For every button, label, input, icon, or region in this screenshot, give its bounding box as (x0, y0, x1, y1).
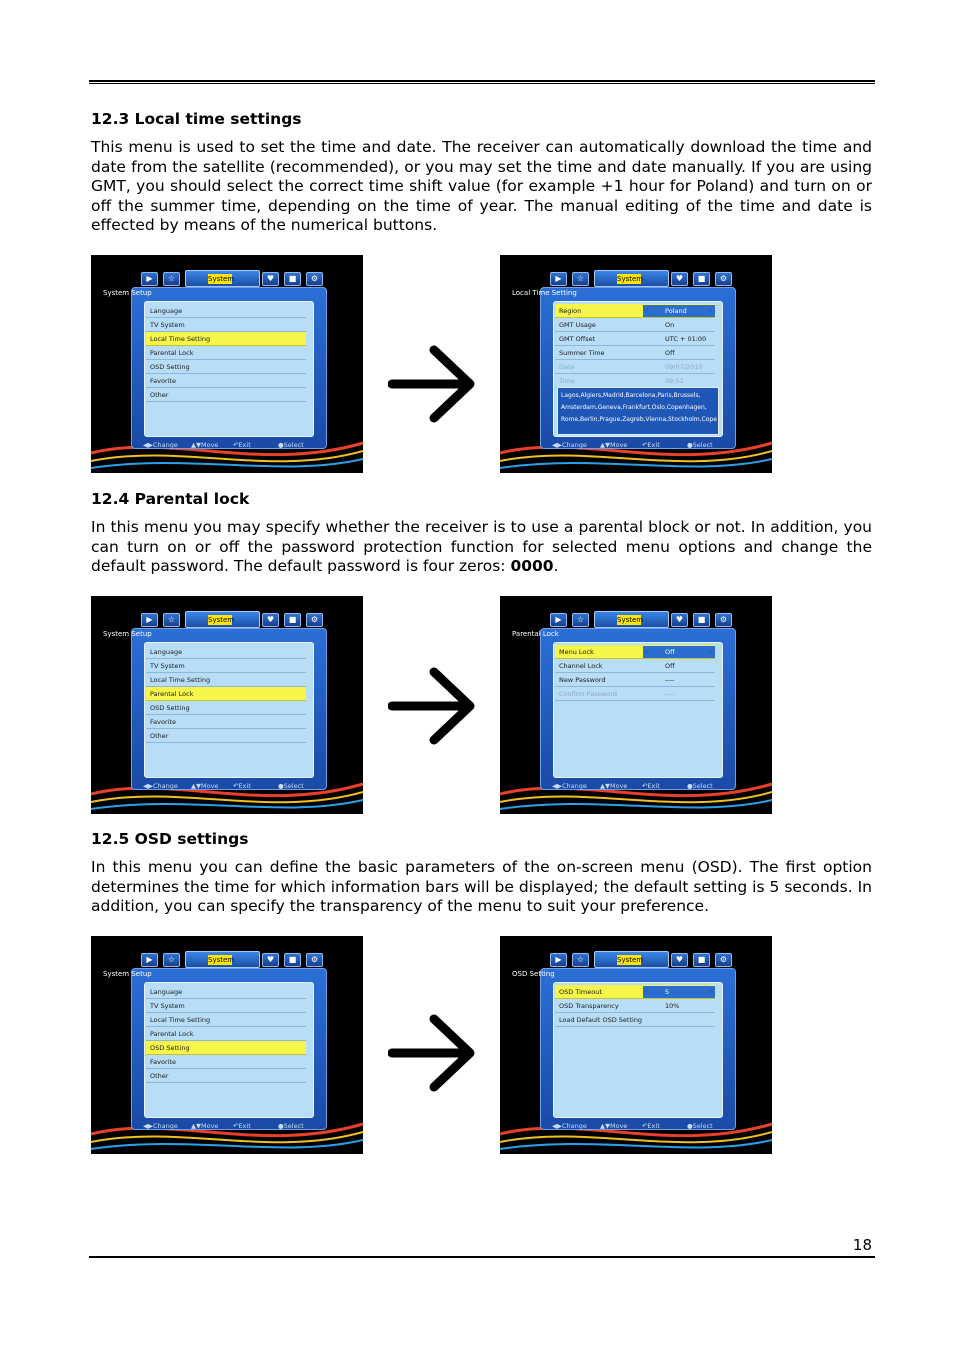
hint-label: Change (562, 782, 587, 790)
menu-title: System Setup (103, 970, 152, 978)
menu-tab-bar (550, 270, 746, 287)
menu-item[interactable] (146, 332, 306, 346)
menu-row[interactable] (555, 687, 715, 701)
menu-row-value: Off (665, 648, 675, 656)
menu-item-label: Parental Lock (150, 1030, 194, 1038)
menu-row[interactable] (555, 346, 715, 360)
menu-title: Parental Lock (512, 630, 559, 638)
menu-row-value: 09/07/2010 (665, 363, 703, 371)
menu-list (146, 304, 306, 402)
menu-tab-icon[interactable]: ☆ (163, 953, 180, 967)
menu-row-label: Confirm Password (559, 690, 618, 698)
menu-item[interactable] (146, 388, 306, 402)
arrow-left-icon[interactable]: ◀ (643, 307, 648, 314)
tab-system[interactable] (185, 611, 260, 628)
tab-label: System (208, 616, 235, 624)
change-hint: ◀▶ Change (552, 1122, 587, 1130)
select-hint: ● Select (278, 441, 304, 449)
menu-row[interactable] (555, 332, 715, 346)
hint-label: Move (201, 1122, 219, 1130)
menu-item[interactable] (146, 318, 306, 332)
menu-item[interactable] (146, 673, 306, 687)
menu-item[interactable] (146, 1027, 306, 1041)
menu-tab-icon[interactable]: ▶ (141, 953, 158, 967)
hint-label: Change (562, 1122, 587, 1130)
paragraph-text: . (553, 557, 559, 576)
select-hint: ● Select (687, 782, 713, 790)
menu-item-label: Parental Lock (150, 690, 194, 698)
tab-system[interactable] (594, 611, 669, 628)
arrow-right-icon[interactable]: ▶ (708, 988, 713, 995)
exit-hint: ↶ Exit (233, 1122, 251, 1130)
menu-tab-icon[interactable]: ♥ (262, 613, 279, 627)
menu-item[interactable] (146, 701, 306, 715)
menu-item-label: Language (150, 988, 183, 996)
menu-item[interactable] (146, 1069, 306, 1083)
menu-tab-icon[interactable]: ⚙ (306, 272, 323, 286)
change-hint: ◀▶ Change (143, 782, 178, 790)
menu-row[interactable] (555, 304, 715, 318)
region-info-box (557, 387, 719, 435)
tab-system[interactable] (185, 951, 260, 968)
menu-list (146, 985, 306, 1083)
menu-tab-icon[interactable]: ▶ (141, 272, 158, 286)
menu-item[interactable] (146, 304, 306, 318)
hint-label: Select (692, 441, 713, 449)
menu-row[interactable] (555, 645, 715, 659)
menu-item-label: OSD Setting (150, 363, 190, 371)
hint-label: Change (153, 1122, 178, 1130)
menu-row-value: Off (665, 662, 675, 670)
menu-row-label: GMT Offset (559, 335, 596, 343)
menu-item-label: OSD Setting (150, 1044, 190, 1052)
menu-tab-bar (550, 611, 746, 628)
region-info-line: Amsterdam,Geneva,Frankfurt,Oslo,Copenhagen, (561, 404, 707, 411)
menu-tab-icon[interactable]: ♥ (262, 953, 279, 967)
menu-item[interactable] (146, 374, 306, 388)
section-paragraph: In this menu you can define the basic parameters of the on-screen menu (OSD). The first option determines the time for which information bars will be displayed; the default setting is 5 seconds. In addition, you can specify the transparency of the menu to suit your preference. (91, 858, 872, 916)
menu-row-label: New Password (559, 676, 606, 684)
menu-row-value: 09:51 (665, 377, 684, 385)
menu-tab-icon[interactable]: ■ (284, 613, 301, 627)
exit-hint: ↶ Exit (233, 441, 251, 449)
hint-label: Change (562, 441, 587, 449)
menu-item[interactable] (146, 985, 306, 999)
section-paragraph (91, 518, 872, 577)
menu-item-label: Local Time Setting (150, 1016, 211, 1024)
menu-list (555, 304, 715, 388)
menu-row-label: OSD Transparency (559, 1002, 619, 1010)
menu-list (555, 645, 715, 701)
arrow-right-icon[interactable]: ▶ (708, 307, 713, 314)
menu-row-value: Poland (665, 307, 687, 315)
menu-tab-icon[interactable]: ▶ (550, 953, 567, 967)
value-box (643, 646, 715, 658)
menu-row-label: Menu Lock (559, 648, 594, 656)
section-heading: 12.3 Local time settings (91, 110, 302, 128)
menu-row-label: GMT Usage (559, 321, 596, 329)
menu-item-label: OSD Setting (150, 704, 190, 712)
menu-row-label: Region (559, 307, 582, 315)
exit-hint: ↶ Exit (642, 441, 660, 449)
arrow-left-icon[interactable]: ◀ (643, 648, 648, 655)
tab-system[interactable] (185, 270, 260, 287)
menu-tab-icon[interactable]: ■ (693, 272, 710, 286)
menu-tab-icon[interactable]: ⚙ (715, 953, 732, 967)
menu-row-value: UTC + 01:00 (665, 335, 707, 343)
hint-label: Change (153, 441, 178, 449)
hint-label: Select (283, 441, 304, 449)
screenshot-system-setup (91, 255, 363, 473)
menu-row-label: Load Default OSD Setting (559, 1016, 643, 1024)
hint-label: Move (201, 782, 219, 790)
arrow-right-icon[interactable]: ▶ (708, 648, 713, 655)
default-password: 0000 (510, 557, 554, 576)
menu-footer (141, 782, 341, 794)
hint-label: Move (610, 1122, 628, 1130)
select-hint: ● Select (278, 782, 304, 790)
menu-row-value: Off (665, 349, 675, 357)
menu-tab-icon[interactable]: ☆ (572, 953, 589, 967)
menu-row-label: Channel Lock (559, 662, 603, 670)
hint-label: Select (283, 782, 304, 790)
menu-title: System Setup (103, 630, 152, 638)
menu-tab-icon[interactable]: ♥ (671, 613, 688, 627)
move-hint: ▲▼ Move (191, 1122, 219, 1130)
menu-item[interactable] (146, 360, 306, 374)
menu-item-label: Local Time Setting (150, 676, 211, 684)
menu-item[interactable] (146, 715, 306, 729)
menu-item-label: TV System (150, 321, 185, 329)
menu-item[interactable] (146, 346, 306, 360)
exit-hint: ↶ Exit (233, 782, 251, 790)
hint-label: Exit (238, 441, 251, 449)
menu-tab-bar (141, 611, 337, 628)
menu-list (555, 985, 715, 1027)
menu-row[interactable] (555, 985, 715, 999)
section-heading: 12.4 Parental lock (91, 490, 250, 508)
page-number: 18 (852, 1236, 872, 1254)
screenshot-system-setup (91, 936, 363, 1154)
screenshot-osd-setting (500, 936, 772, 1154)
menu-item-label: TV System (150, 1002, 185, 1010)
hint-label: Move (201, 441, 219, 449)
screenshot-system-setup (91, 596, 363, 814)
header-rule (89, 80, 875, 84)
menu-row[interactable] (555, 673, 715, 687)
exit-hint: ↶ Exit (642, 1122, 660, 1130)
section-paragraph: This menu is used to set the time and date. The receiver can automatically download the time and date from the satellite (recommended), or you may set the time and date manually. If you are using GMT, you should select the correct time shift value (for example +1 hour for Poland) and turn on or off the summer time, depending on the time of year. The manual editing of the time and date is effected by means of the numerical buttons. (91, 138, 872, 235)
menu-item-label: Local Time Setting (150, 335, 211, 343)
tab-label: System (617, 275, 644, 283)
menu-tab-icon[interactable]: ♥ (671, 953, 688, 967)
section-heading: 12.5 OSD settings (91, 830, 249, 848)
menu-item[interactable] (146, 1041, 306, 1055)
section-osd-settings (91, 830, 872, 917)
move-hint: ▲▼ Move (600, 441, 628, 449)
section-local-time (91, 110, 872, 236)
exit-hint: ↶ Exit (642, 782, 660, 790)
menu-tab-icon[interactable]: ⚙ (306, 613, 323, 627)
value-box (643, 986, 715, 998)
hint-label: Exit (647, 441, 660, 449)
menu-tab-icon[interactable]: ▶ (550, 613, 567, 627)
menu-row-label: Summer Time (559, 349, 605, 357)
menu-tab-icon[interactable]: ⚙ (715, 272, 732, 286)
menu-item-label: Other (150, 391, 169, 399)
menu-list (146, 645, 306, 743)
move-hint: ▲▼ Move (191, 441, 219, 449)
menu-row-value: ---- (665, 690, 675, 698)
menu-footer (550, 782, 750, 794)
menu-row[interactable] (555, 999, 715, 1013)
tab-system[interactable] (594, 270, 669, 287)
hint-label: Select (283, 1122, 304, 1130)
move-hint: ▲▼ Move (600, 782, 628, 790)
menu-row[interactable] (555, 360, 715, 374)
menu-item[interactable] (146, 999, 306, 1013)
menu-tab-icon[interactable]: ■ (693, 613, 710, 627)
menu-item[interactable] (146, 645, 306, 659)
menu-item-label: Other (150, 1072, 169, 1080)
menu-row[interactable] (555, 374, 715, 388)
menu-row-label: Time (559, 377, 575, 385)
menu-item[interactable] (146, 659, 306, 673)
menu-item-label: TV System (150, 662, 185, 670)
menu-row[interactable] (555, 659, 715, 673)
menu-title: OSD Setting (512, 970, 555, 978)
hint-label: Change (153, 782, 178, 790)
menu-footer (141, 1122, 341, 1134)
menu-item-label: Language (150, 307, 183, 315)
hint-label: Move (610, 782, 628, 790)
hint-label: Exit (238, 1122, 251, 1130)
menu-tab-icon[interactable]: ■ (284, 953, 301, 967)
menu-tab-bar (141, 270, 337, 287)
menu-tab-icon[interactable]: ■ (284, 272, 301, 286)
hint-label: Select (692, 782, 713, 790)
move-hint: ▲▼ Move (600, 1122, 628, 1130)
select-hint: ● Select (687, 441, 713, 449)
menu-tab-icon[interactable]: ☆ (572, 272, 589, 286)
hint-label: Select (692, 1122, 713, 1130)
hint-label: Exit (238, 782, 251, 790)
select-hint: ● Select (278, 1122, 304, 1130)
menu-item[interactable] (146, 729, 306, 743)
hint-label: Move (610, 441, 628, 449)
menu-tab-icon[interactable]: ⚙ (715, 613, 732, 627)
menu-tab-icon[interactable]: ♥ (262, 272, 279, 286)
tab-label: System (208, 956, 235, 964)
menu-row-value: On (665, 321, 675, 329)
change-hint: ◀▶ Change (143, 1122, 178, 1130)
menu-row-value: ---- (665, 676, 675, 684)
arrow-right-icon (388, 1013, 478, 1093)
menu-tab-icon[interactable]: ☆ (163, 613, 180, 627)
region-info-line: Rome,Berlin,Prague,Zagreb,Vienna,Stockholm,Cope (561, 416, 717, 423)
move-hint: ▲▼ Move (191, 782, 219, 790)
menu-item[interactable] (146, 687, 306, 701)
arrow-left-icon[interactable]: ◀ (643, 988, 648, 995)
menu-item-label: Favorite (150, 1058, 176, 1066)
change-hint: ◀▶ Change (143, 441, 178, 449)
menu-item[interactable] (146, 1055, 306, 1069)
menu-row-value: 10% (665, 1002, 680, 1010)
change-hint: ◀▶ Change (552, 782, 587, 790)
menu-footer (141, 441, 341, 453)
menu-tab-icon[interactable]: ♥ (671, 272, 688, 286)
menu-tab-icon[interactable]: ☆ (163, 272, 180, 286)
menu-tab-icon[interactable]: ▶ (141, 613, 158, 627)
menu-item-label: Favorite (150, 718, 176, 726)
arrow-right-icon (388, 344, 478, 424)
menu-tab-icon[interactable]: ▶ (550, 272, 567, 286)
paragraph-text: In this menu you may specify whether the receiver is to use a parental block or not. In addition, you can turn on or off the password protection function for selected menu options and change the default password. The default password is four zeros: (91, 518, 872, 576)
menu-item-label: Other (150, 732, 169, 740)
menu-row-label: Date (559, 363, 575, 371)
menu-footer (550, 1122, 750, 1134)
menu-tab-icon[interactable]: ■ (693, 953, 710, 967)
section-parental-lock (91, 490, 872, 577)
menu-tab-bar (550, 951, 746, 968)
menu-item-label: Favorite (150, 377, 176, 385)
menu-footer (550, 441, 750, 453)
hint-label: Exit (647, 1122, 660, 1130)
menu-item-label: Language (150, 648, 183, 656)
tab-label: System (208, 275, 235, 283)
menu-tab-bar (141, 951, 337, 968)
region-info-line: Lagos,Algiers,Madrid,Barcelona,Paris,Brussels, (561, 392, 701, 399)
menu-row[interactable] (555, 318, 715, 332)
change-hint: ◀▶ Change (552, 441, 587, 449)
menu-tab-icon[interactable]: ⚙ (306, 953, 323, 967)
footer-rule (89, 1256, 875, 1258)
menu-row-label: OSD Timeout (559, 988, 602, 996)
menu-row-value: 5 (665, 988, 670, 996)
menu-title: Local Time Setting (512, 289, 577, 297)
menu-title: System Setup (103, 289, 152, 297)
menu-row[interactable] (555, 1013, 715, 1027)
menu-item[interactable] (146, 1013, 306, 1027)
tab-label: System (617, 616, 644, 624)
menu-item-label: Parental Lock (150, 349, 194, 357)
tab-label: System (617, 956, 644, 964)
menu-tab-icon[interactable]: ☆ (572, 613, 589, 627)
screenshot-parental-lock (500, 596, 772, 814)
hint-label: Exit (647, 782, 660, 790)
screenshot-local-time-setting (500, 255, 772, 473)
select-hint: ● Select (687, 1122, 713, 1130)
arrow-right-icon (388, 666, 478, 746)
tab-system[interactable] (594, 951, 669, 968)
